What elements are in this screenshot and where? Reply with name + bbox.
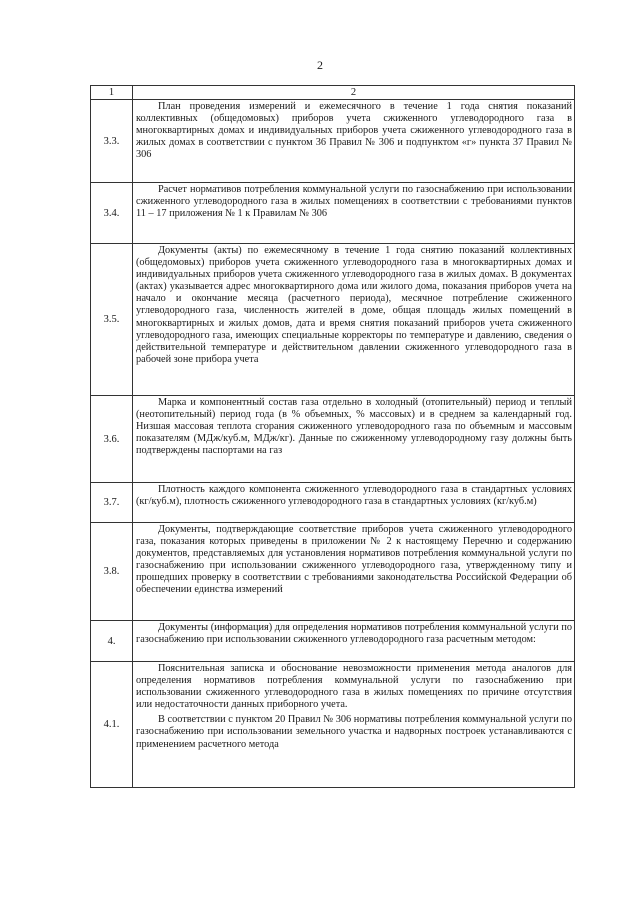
row-text — [133, 244, 575, 396]
table-row — [91, 662, 575, 788]
row-text — [133, 100, 575, 183]
row-text — [133, 662, 575, 788]
row-paragraph: Пояснительная записка и обоснование невозможности применения метода аналогов для определения нормативов потребления коммунальной услуги по газоснабжению при использовании сжиженного углеводородного газа в жилых помещениях по причине отсутствия или недостаточности данных приборного учета. — [136, 663, 572, 711]
row-text — [133, 523, 575, 621]
row-paragraph: Расчет нормативов потребления коммунальной услуги по газоснабжению при использовании сжиженного углеводородного газа в жилых помещениях в соответствии с требованиями пунктов 11 – 17 приложения № 1 к Правилам № 306 — [136, 184, 572, 220]
header-cell-number: 1 — [91, 86, 133, 100]
row-paragraph: Документы (информация) для определения нормативов потребления коммунальной услуги по газоснабжению при использовании сжиженного углеводородного газа расчетным методом: — [136, 622, 572, 646]
row-number: 3.8. — [91, 523, 133, 621]
row-text — [133, 621, 575, 662]
row-paragraph: Плотность каждого компонента сжиженного углеводородного газа в стандартных условиях (кг/куб.м), плотность сжиженного углеводородного газа в стандартных условиях (кг/куб.м) — [136, 484, 572, 508]
page-number: 2 — [317, 58, 323, 72]
table-row — [91, 523, 575, 621]
table-row — [91, 483, 575, 523]
row-number: 3.5. — [91, 244, 133, 396]
table-row — [91, 244, 575, 396]
row-number: 3.3. — [91, 100, 133, 183]
row-text — [133, 183, 575, 244]
row-paragraph: План проведения измерений и ежемесячного в течение 1 года снятия показаний коллективных (общедомовых) приборов учета сжиженного углеводородного газа в многоквартирных домах и индивидуальных приборов учета сжиженного углеводородного газа в жилых домах в соответствии с пунктом 36 Правил № 306 и подпунктом «г» пункта 37 Правил № 306 — [136, 101, 572, 161]
row-paragraph: Документы (акты) по ежемесячному в течение 1 года снятию показаний коллективных (общедомовых) приборов учета сжиженного углеводородного газа в многоквартирных домах и индивидуальных приборов учета сжиженного углеводородного газа в жилых домах. В документах (актах) указывается адрес многоквартирного дома или жилого дома, показания приборов учета на начало и окончание месяца (расчетного периода), месячное потребление сжиженного углеводородного газа, численность жителей в доме, общая площадь жилых помещений в многоквартирных и жилых домов, дата и время снятия показаний приборов учета сжиженного углеводородного газа, имеющих специальные корректоры по температуре и давлению, сведения о действительной температуре и действительном давлении сжиженного углеводородного газа в рабочей зоне прибора учета — [136, 245, 572, 365]
table-row — [91, 100, 575, 183]
row-number: 4. — [91, 621, 133, 662]
row-number: 3.4. — [91, 183, 133, 244]
row-paragraph: Марка и компонентный состав газа отдельно в холодный (отопительный) период и теплый (неотопительный) период года (в % объемных, % массовых) и в среднем за календарный год. Низшая массовая теплота сгорания сжиженного углеводородного газа по объемным и массовым показателям (МДж/куб.м, МДж/кг). Данные по сжиженному углеводородному газу должны быть подтверждены паспортами на газ — [136, 397, 572, 457]
table-row — [91, 183, 575, 244]
table-header-row — [91, 86, 575, 100]
row-paragraph: В соответствии с пунктом 20 Правил № 306 нормативы потребления коммунальной услуги по газоснабжению при использовании земельного участка и надворных построек устанавливаются с применением расчетного метода — [136, 714, 572, 750]
row-number: 3.7. — [91, 483, 133, 523]
table-row — [91, 621, 575, 662]
row-number: 3.6. — [91, 396, 133, 483]
header-cell-content: 2 — [133, 86, 575, 100]
row-number: 4.1. — [91, 662, 133, 788]
document-table — [90, 85, 575, 788]
row-text — [133, 396, 575, 483]
table-row — [91, 396, 575, 483]
row-paragraph: Документы, подтверждающие соответствие приборов учета сжиженного углеводородного газа, показания которых приведены в приложении № 2 к настоящему Перечню и содержанию документов, представляемых для установления нормативов потребления коммунальной услуги по газоснабжению при использовании сжиженного углеводородного газа, утвержденному типу и прошедших проверку в соответствии с требованиями законодательства Российской Федерации об обеспечении единства измерений — [136, 524, 572, 596]
row-text — [133, 483, 575, 523]
